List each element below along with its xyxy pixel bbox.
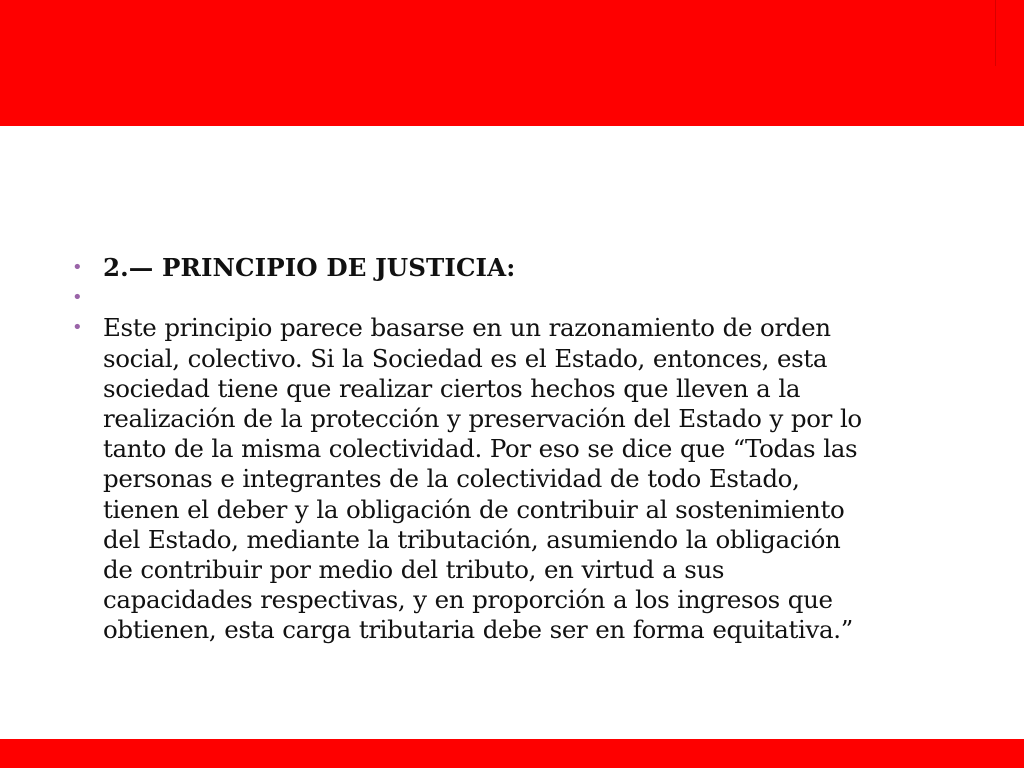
paragraph-line: obtienen, esta carga tributaria debe ser en forma equitativa.”	[103, 615, 853, 645]
bullet-icon: •	[72, 287, 83, 309]
bullet-icon: •	[72, 317, 83, 339]
bullet-icon: •	[72, 257, 83, 278]
paragraph-line: personas e integrantes de la colectividad de todo Estado,	[103, 464, 800, 494]
paragraph-line: Este principio parece basarse en un razonamiento de orden	[103, 313, 831, 343]
band-divider-line	[995, 0, 996, 66]
top-red-band	[0, 0, 1024, 126]
bullet-heading	[72, 253, 972, 283]
paragraph-line: de contribuir por medio del tributo, en virtud a sus	[103, 555, 725, 585]
bullet-empty	[72, 283, 972, 313]
slide-heading: 2.— PRINCIPIO DE JUSTICIA:	[103, 253, 516, 282]
paragraph-line: tienen el deber y la obligación de contribuir al sostenimiento	[103, 494, 845, 524]
paragraph-line: tanto de la misma colectividad. Por eso se dice que “Todas las	[103, 434, 858, 464]
slide-content	[72, 253, 972, 646]
bottom-red-band	[0, 739, 1024, 768]
paragraph-body	[103, 313, 972, 645]
paragraph-line: del Estado, mediante la tributación, asumiendo la obligación	[103, 524, 841, 554]
paragraph-line: capacidades respectivas, y en proporción a los ingresos que	[103, 585, 833, 615]
paragraph-line: realización de la protección y preservación del Estado y por lo	[103, 404, 862, 433]
paragraph-line: social, colectivo. Si la Sociedad es el Estado, entonces, esta	[103, 343, 828, 373]
bullet-paragraph	[72, 313, 972, 645]
paragraph-line: sociedad tiene que realizar ciertos hechos que lleven a la	[103, 373, 801, 403]
